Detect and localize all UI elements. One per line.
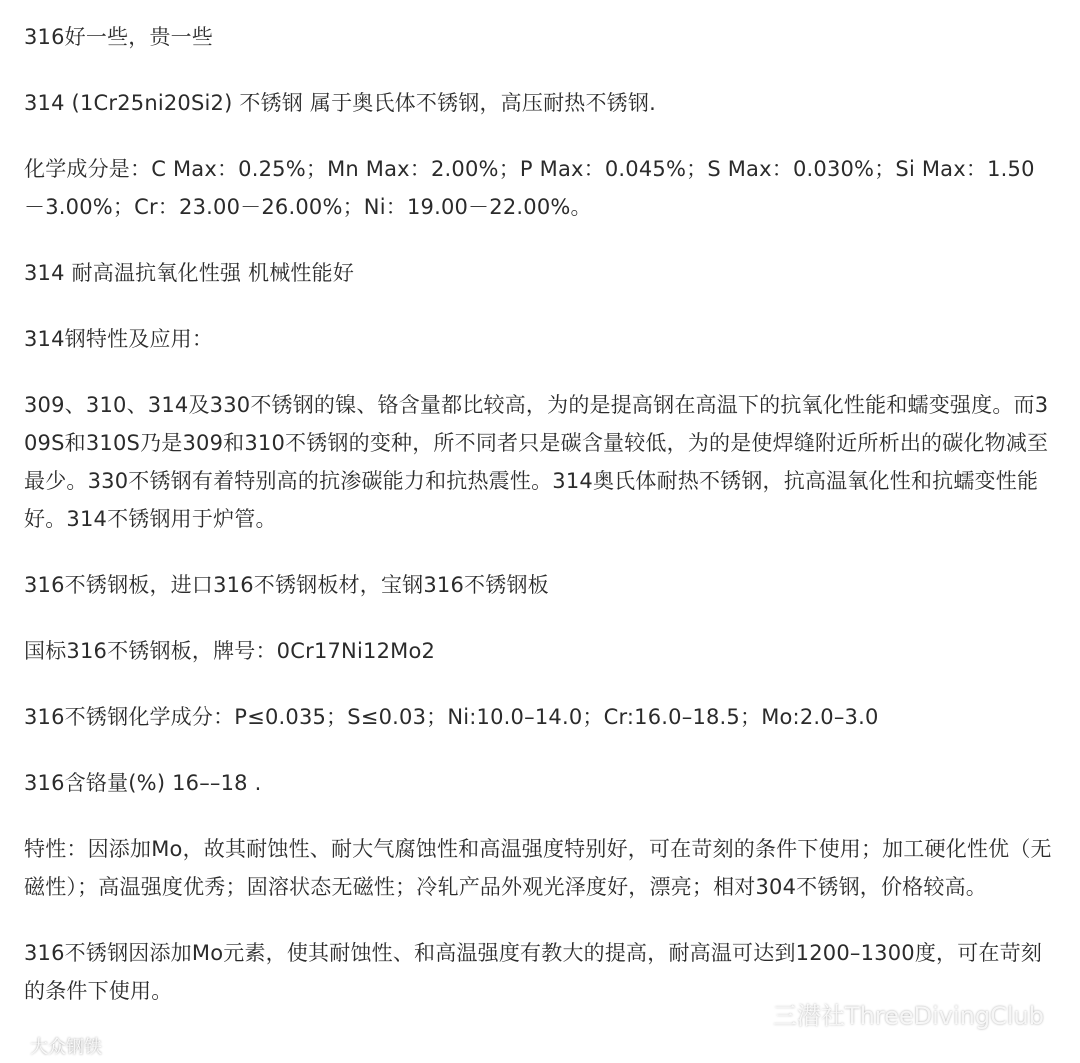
paragraph-314-composition: 化学成分是：C Max：0.25%；Mn Max：2.00%；P Max：0.045%；S Max：0.030%；Si Max：1.50－3.00%；Cr：23.00－26.00%；Ni：19.00－22.00%。 xyxy=(24,157,1035,219)
paragraph-intro: 316好一些，贵一些 xyxy=(24,25,214,49)
paragraph-316-characteristics: 特性：因添加Mo，故其耐蚀性、耐大气腐蚀性和高温强度特别好，可在苛刻的条件下使用；加工硬化性优（无磁性）；高温强度优秀；固溶状态无磁性；冷轧产品外观光泽度好，漂亮；相对304不锈钢，价格较高。 xyxy=(24,837,1052,899)
weibo-icon xyxy=(6,1039,24,1057)
watermark-weibo xyxy=(6,1037,102,1059)
paragraph-316-high-temp: 316不锈钢因添加Mo元素，使其耐蚀性、和高温强度有教大的提高，耐高温可达到1200–1300度，可在苛刻的条件下使用。 xyxy=(24,941,1043,1003)
paragraph-314-heading: 314钢特性及应用： xyxy=(24,327,214,351)
watermark-weibo-text: 大众钢铁 xyxy=(30,1037,102,1058)
paragraph-316-chromium: 316含铬量(%) 16––18 . xyxy=(24,771,262,795)
paragraph-316-grade: 国标316不锈钢板，牌号：0Cr17Ni12Mo2 xyxy=(24,639,436,663)
paragraph-314-applications: 309、310、314及330不锈钢的镍、铬含量都比较高，为的是提高钢在高温下的抗氧化性能和蠕变强度。而309S和310S乃是309和310不锈钢的变种，所不同者只是碳含量较低，为的是使焊缝附近所析出的碳化物减至最少。330不锈钢有着特别高的抗渗碳能力和抗热震性。314奥氏体耐热不锈钢，抗高温氧化性和抗蠕变性能好。314不锈钢用于炉管。 xyxy=(24,393,1049,531)
paragraph-314-definition: 314 (1Cr25ni20Si2) 不锈钢 属于奥氏体不锈钢，高压耐热不锈钢. xyxy=(24,91,656,115)
paragraph-314-properties: 314 耐高温抗氧化性强 机械性能好 xyxy=(24,261,355,285)
watermark-wechat-text: 三潜社ThreeDivingClub xyxy=(772,1002,1044,1030)
paragraph-316-products: 316不锈钢板，进口316不锈钢板材，宝钢316不锈钢板 xyxy=(24,573,549,597)
article-body xyxy=(24,18,1054,1038)
paragraph-316-composition: 316不锈钢化学成分：P≤0.035；S≤0.03；Ni:10.0–14.0；Cr:16.0–18.5；Mo:2.0–3.0 xyxy=(24,705,879,729)
